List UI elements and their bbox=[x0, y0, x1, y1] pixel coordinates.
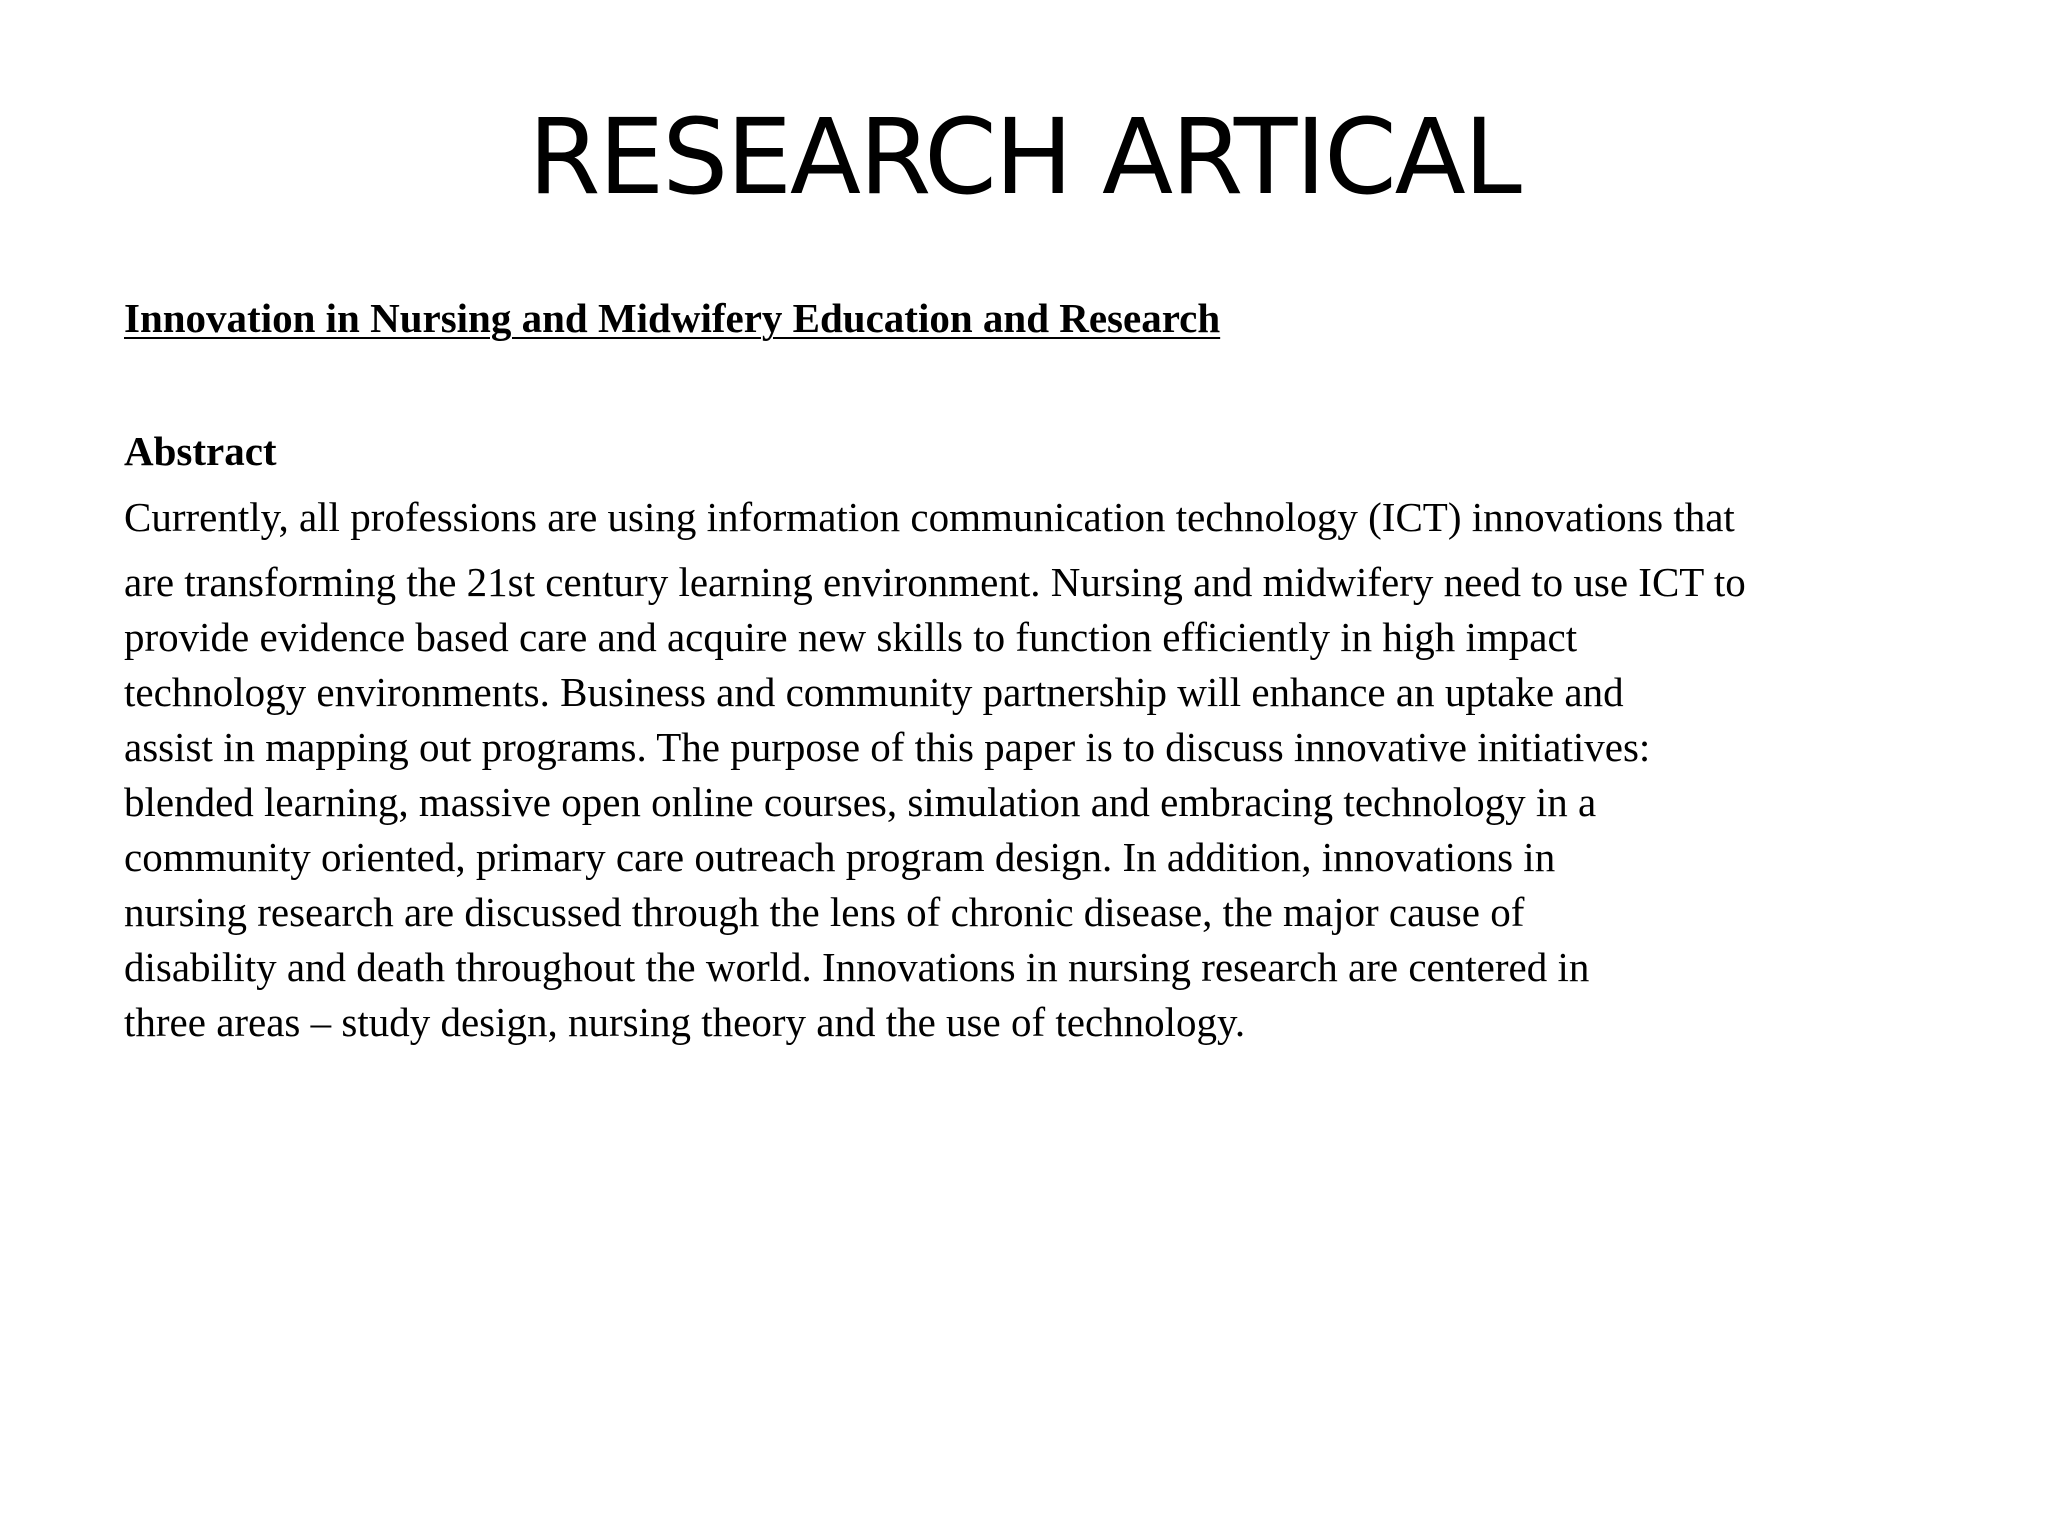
abstract-heading: Abstract bbox=[124, 428, 277, 474]
abstract-line: are transforming the 21st century learning environment. Nursing and midwifery need to use ICT to bbox=[124, 559, 1746, 605]
abstract-line: provide evidence based care and acquire new skills to function efficiently in high impact bbox=[124, 614, 1578, 660]
abstract-line: assist in mapping out programs. The purpose of this paper is to discuss innovative initiatives: bbox=[124, 724, 1651, 770]
abstract-line: community oriented, primary care outreach program design. In addition, innovations in bbox=[124, 834, 1556, 880]
article-heading: Innovation in Nursing and Midwifery Education and Research bbox=[124, 295, 1221, 341]
abstract-line: blended learning, massive open online courses, simulation and embracing technology in a bbox=[124, 779, 1597, 825]
slide-title: RESEARCH ARTICAL bbox=[528, 96, 1520, 218]
abstract-line: nursing research are discussed through the lens of chronic disease, the major cause of bbox=[124, 889, 1525, 935]
abstract-line: disability and death throughout the world. Innovations in nursing research are centered in bbox=[124, 944, 1590, 990]
abstract-line: three areas – study design, nursing theory and the use of technology. bbox=[124, 999, 1246, 1045]
abstract-line: technology environments. Business and community partnership will enhance an uptake and bbox=[124, 669, 1624, 715]
abstract-paragraph bbox=[124, 555, 2048, 1050]
abstract-first-line: Currently, all professions are using information communication technology (ICT) innovations that bbox=[124, 494, 1735, 540]
